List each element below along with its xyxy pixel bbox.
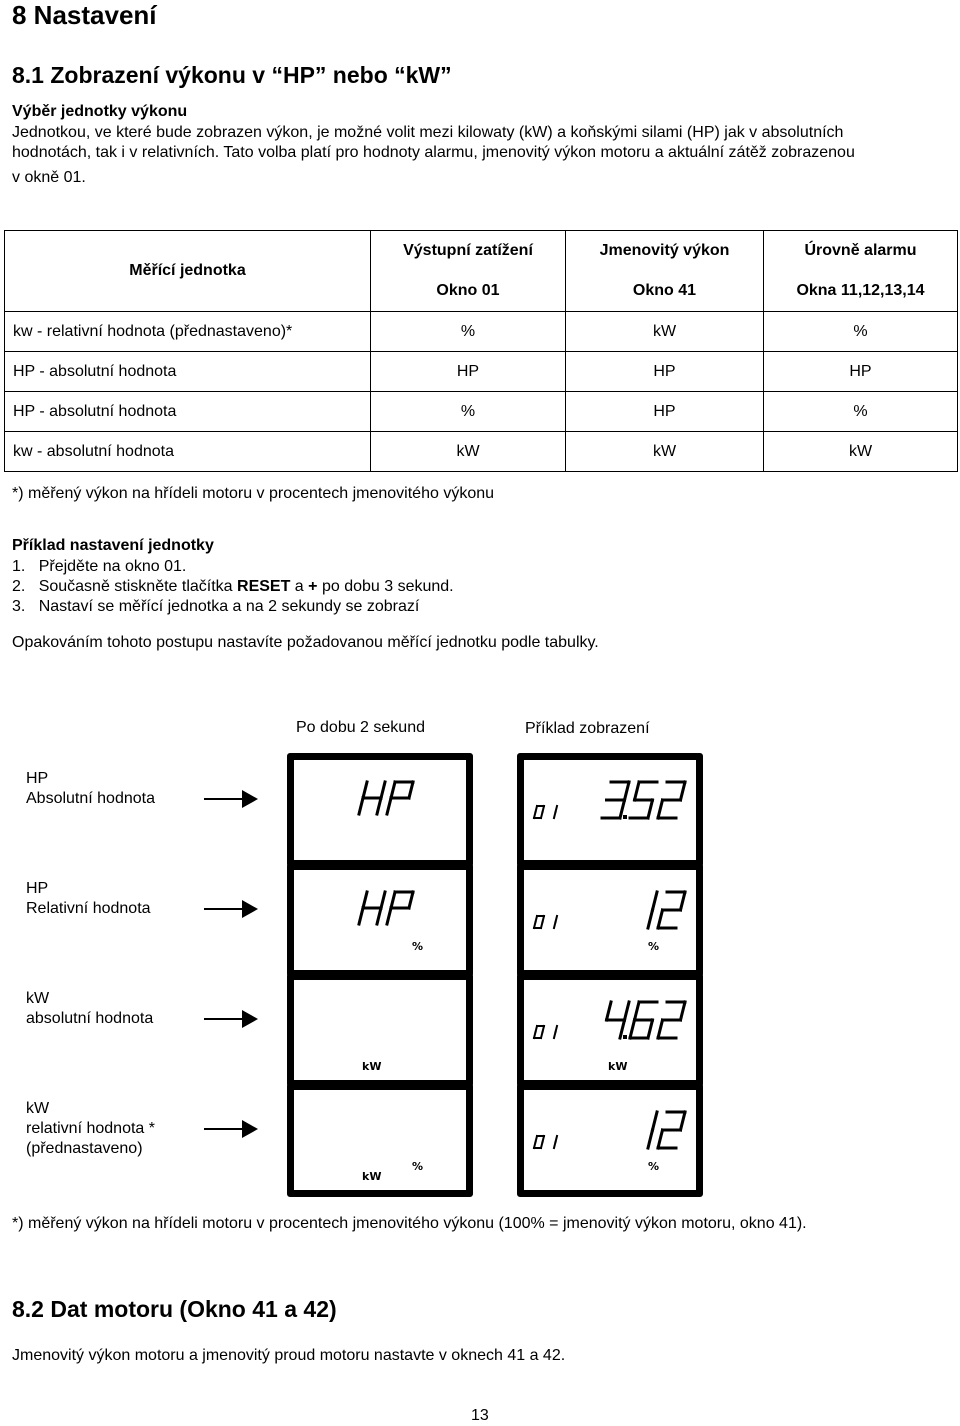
cell-rated: kW	[566, 432, 764, 472]
lcd-big-digit	[359, 782, 385, 814]
lcd-big-digit	[630, 1002, 657, 1038]
figure-row-label: Absolutní hodnota	[26, 790, 155, 807]
subsection-title: 8.1 Zobrazení výkonu v “HP” nebo “kW”	[12, 62, 452, 88]
cell-output: kW	[371, 432, 566, 472]
select-line-3: v okně 01.	[12, 169, 86, 186]
lcd-unit-display	[287, 863, 473, 977]
lcd-big-digit	[359, 892, 385, 924]
decimal-point	[623, 1035, 627, 1039]
table-row	[5, 312, 958, 352]
lcd-example-display	[517, 863, 703, 977]
arrow-right-icon	[204, 1117, 264, 1141]
table-row	[5, 432, 958, 472]
lcd-unit-symbol: %	[412, 1160, 424, 1173]
cell-rated: HP	[566, 352, 764, 392]
lcd-example-display	[517, 1083, 703, 1197]
example-step-3: 3. Nastaví se měřící jednotka a na 2 sekundy se zobrazí	[12, 598, 420, 615]
section-82-text: Jmenovitý výkon motoru a jmenovitý proud motoru nastavte v oknech 41 a 42.	[12, 1347, 566, 1364]
lcd-big-digit	[658, 1002, 685, 1038]
lcd-small-digit	[554, 1136, 557, 1148]
lcd-unit-symbol: %	[648, 940, 660, 953]
figure-col-1-label: Po dobu 2 sekund	[296, 719, 425, 736]
lcd-small-digit	[534, 1136, 544, 1148]
example-heading: Příklad nastavení jednotky	[12, 537, 214, 554]
lcd-small-digit	[554, 806, 557, 818]
select-heading: Výběr jednotky výkonu	[12, 103, 188, 120]
lcd-small-digit	[534, 806, 544, 818]
lcd-small-digit	[554, 916, 557, 928]
figure-row-label: kW	[26, 990, 50, 1007]
lcd-example-display	[517, 753, 703, 867]
example-step-2: 2. Současně stiskněte tlačítka RESET a + po dobu 3 sekund.	[12, 578, 454, 595]
cell-alarm: kW	[764, 432, 958, 472]
lcd-big-digit	[648, 892, 657, 928]
figure-row-label: (přednastaveno)	[26, 1140, 143, 1157]
select-line-1: Jednotkou, ve které bude zobrazen výkon, je možné volit mezi kilowaty (kW) a koňskými silami (HP) jak v absolutních	[12, 124, 844, 141]
cell-output: %	[371, 312, 566, 352]
lcd-example-display	[517, 973, 703, 1087]
cell-unit: kw - relativní hodnota (přednastaveno)*	[5, 312, 371, 352]
figure-row-label: HP	[26, 880, 49, 897]
lcd-big-digit	[658, 1112, 685, 1148]
lcd-unit-display	[287, 973, 473, 1087]
cell-output: %	[371, 392, 566, 432]
lcd-big-digit	[630, 782, 657, 818]
arrow-right-icon	[204, 897, 264, 921]
cell-alarm: %	[764, 312, 958, 352]
decimal-point	[623, 815, 627, 819]
table-row	[5, 392, 958, 432]
table-footnote: *) měřený výkon na hřídeli motoru v procentech jmenovitého výkonu	[12, 485, 495, 502]
cell-unit: kw - absolutní hodnota	[5, 432, 371, 472]
figure-row-label: Relativní hodnota	[26, 900, 151, 917]
figure-row-label: HP	[26, 770, 49, 787]
lcd-big-digit	[387, 892, 413, 924]
lcd-unit-symbol: %	[412, 940, 424, 953]
lcd-big-digit	[387, 782, 413, 814]
header-output: Výstupní zatížení Okno 01	[371, 231, 566, 312]
figure-row-label: relativní hodnota *	[26, 1120, 155, 1137]
lcd-big-digit	[658, 892, 685, 928]
lcd-unit-symbol: kW	[608, 1060, 628, 1073]
unit-table-header	[5, 231, 958, 312]
lcd-small-digit	[534, 1026, 544, 1038]
lcd-big-digit	[658, 782, 685, 818]
lcd-small-digit	[534, 916, 544, 928]
unit-table	[4, 230, 958, 472]
figure-row-label: kW	[26, 1100, 50, 1117]
header-unit: Měřící jednotka	[5, 231, 371, 312]
table-row	[5, 352, 958, 392]
cell-rated: HP	[566, 392, 764, 432]
select-line-2: hodnotách, tak i v relativních. Tato volba platí pro hodnoty alarmu, jmenovitý výkon motoru a aktuální zátěž zobrazenou	[12, 144, 855, 161]
lcd-big-digit	[648, 1112, 657, 1148]
header-alarm: Úrovně alarmu Okna 11,12,13,14	[764, 231, 958, 312]
section-title: 8 Nastavení	[12, 0, 157, 30]
figure-footnote: *) měřený výkon na hřídeli motoru v procentech jmenovitého výkonu (100% = jmenovitý výkon motoru, okno 41).	[12, 1215, 807, 1232]
section-82-title: 8.2 Dat motoru (Okno 41 a 42)	[12, 1296, 337, 1322]
lcd-unit-symbol: kW	[362, 1060, 382, 1073]
lcd-small-digit	[554, 1026, 557, 1038]
cell-rated: kW	[566, 312, 764, 352]
lcd-unit-display	[287, 753, 473, 867]
lcd-unit-display	[287, 1083, 473, 1197]
example-step-1: 1. Přejděte na okno 01.	[12, 558, 187, 575]
cell-output: HP	[371, 352, 566, 392]
header-rated: Jmenovitý výkon Okno 41	[566, 231, 764, 312]
lcd-big-digit	[602, 782, 629, 818]
lcd-big-digit	[607, 1002, 630, 1038]
arrow-right-icon	[204, 1007, 264, 1031]
cell-unit: HP - absolutní hodnota	[5, 392, 371, 432]
cell-unit: HP - absolutní hodnota	[5, 352, 371, 392]
example-repeat: Opakováním tohoto postupu nastavíte požadovanou měřící jednotku podle tabulky.	[12, 634, 599, 651]
arrow-right-icon	[204, 787, 264, 811]
cell-alarm: HP	[764, 352, 958, 392]
figure-col-2-label: Příklad zobrazení	[525, 720, 650, 737]
page-number: 13	[471, 1407, 489, 1424]
lcd-unit-symbol: kW	[362, 1170, 382, 1183]
cell-alarm: %	[764, 392, 958, 432]
lcd-unit-symbol: %	[648, 1160, 660, 1173]
figure-row-label: absolutní hodnota	[26, 1010, 154, 1027]
